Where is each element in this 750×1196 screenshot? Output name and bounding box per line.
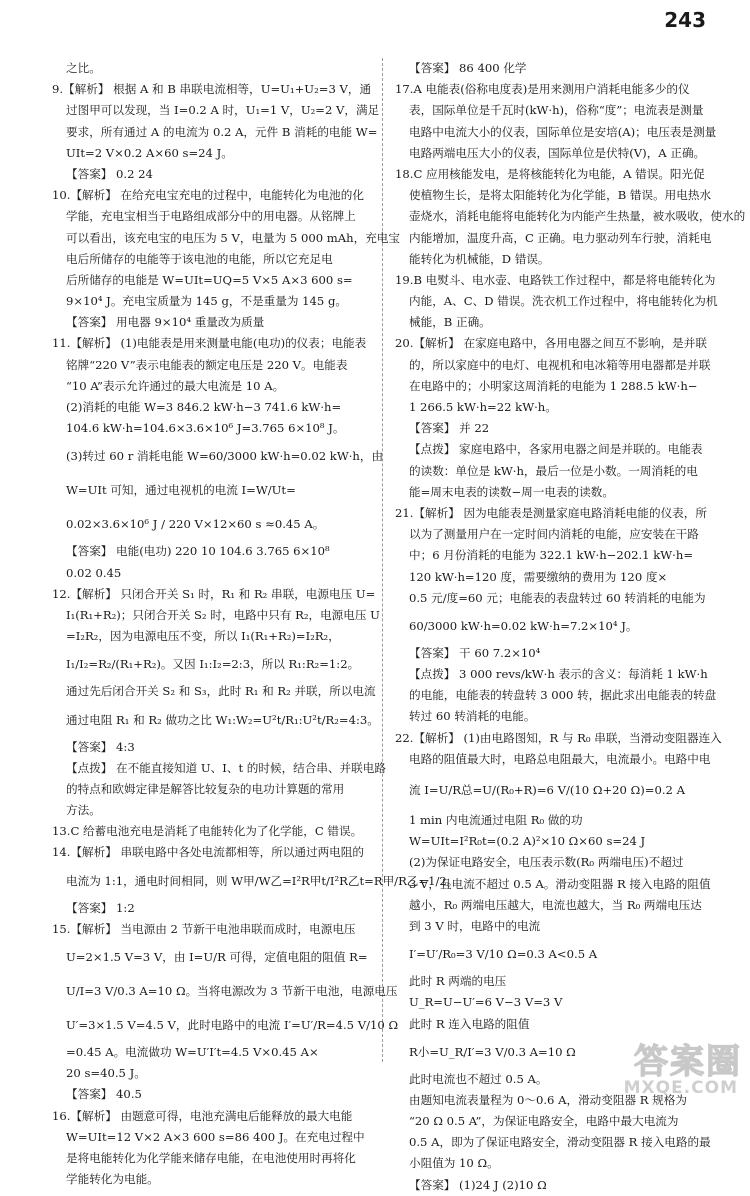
text-line: 此时电流也不超过 0.5 A。 (409, 1071, 548, 1086)
text-line: 【答案】 (1)24 J (2)10 Ω (409, 1177, 547, 1192)
watermark-logo (610, 1034, 742, 1098)
text-line: 14.【解析】 串联电路中各处电流都相等，所以通过两电阻的 (52, 845, 364, 860)
text-line: 104.6 kW·h=104.6×3.6×10⁶ J=3.765 6×10⁸ J。 (66, 421, 345, 436)
text-line: 通过电阻 R₁ 和 R₂ 做功之比 W₁:W₂=U²t/R₁:U²t/R₂=4:3。 (66, 712, 379, 727)
text-line: 10.【解析】 在给充电宝充电的过程中，电能转化为电池的化 (52, 188, 364, 203)
text-line: U=2×1.5 V=3 V，由 I=U/R 可得，定值电阻的阻值 R= (66, 950, 368, 964)
text-line: 电流为 1:1，通电时间相同，则 W甲/W乙=I²R甲t/I²R乙t=R甲/R乙=1/2。 (66, 873, 459, 888)
right-column (395, 58, 746, 1196)
text-line: 0.02×3.6×10⁶ J / 220 V×12×60 s ≈0.45 A。 (66, 517, 325, 532)
text-line: 0.5 A，即为了保证电路安全，滑动变阻器 R 接入电路的最 (409, 1135, 711, 1150)
text-line: 9×10⁴ J。充电宝质量为 145 g，不是重量为 145 g。 (66, 294, 347, 309)
text-line: 18.C 应用核能发电，是将核能转化为电能，A 错误。阳光促 (395, 166, 705, 181)
text-line: 使植物生长，是将太阳能转化为化学能，B 错误。用电热水 (409, 188, 712, 203)
text-line: 转过 60 转消耗的电能。 (409, 709, 536, 724)
text-line: 由题知电流表量程为 0～0.6 A，滑动变阻器 R 规格为 (409, 1092, 687, 1107)
text-line: 19.B 电熨斗、电水壶、电路铁工作过程中，都是将电能转化为 (395, 272, 716, 287)
text-line: 越小，R₀ 两端电压越大，电流也越大，当 R₀ 两端电压达 (409, 897, 702, 912)
text-line: 【答案】 用电器 9×10⁴ 重量改为质量 (66, 315, 265, 330)
text-line: 能=周末电表的读数−周一电表的读数。 (409, 484, 614, 499)
page-number: 243 (664, 8, 706, 32)
text-line: 【答案】 40.5 (66, 1087, 142, 1102)
text-line: 中；6 月份消耗的电能为 322.1 kW·h−202.1 kW·h= (409, 548, 694, 563)
text-line: 【点拨】 家庭电路中，各家用电器之间是并联的。电能表 (409, 442, 703, 457)
text-line: UIt=2 V×0.2 A×60 s=24 J。 (66, 145, 233, 160)
text-line: I₁/I₂=R₂/(R₁+R₂)。又因 I₁:I₂=2:3，所以 R₁:R₂=1:2。 (66, 657, 360, 672)
text-line: U_R=U−U′=6 V−3 V=3 V (409, 995, 563, 1010)
text-line: 能转化为机械能，D 错误。 (409, 251, 550, 266)
text-line: 可以看出，该充电宝的电压为 5 V，电量为 5 000 mAh，充电宝 (66, 230, 400, 245)
text-line: 以为了测量用户在一定时间内消耗的电能，应安装在干路 (409, 527, 699, 542)
text-line: 0.5 元/度=60 元；电能表的表盘转过 60 转消耗的电能为 (409, 590, 706, 605)
text-line: 12.【解析】 只闭合开关 S₁ 时，R₁ 和 R₂ 串联，电源电压 U= (52, 586, 376, 601)
text-line: R小=U_R/I′=3 V/0.3 A=10 Ω (409, 1044, 576, 1059)
text-line: 60/3000 kW·h=0.02 kW·h=7.2×10⁴ J。 (409, 618, 638, 633)
text-line: 22.【解析】 (1)由电路图知，R 与 R₀ 串联，当滑动变阻器连入 (395, 730, 722, 745)
text-line: 的特点和欧姆定律是解答比较复杂的电功计算题的常用 (66, 781, 345, 796)
text-line: U/I=3 V/0.3 A=10 Ω。当将电源改为 3 节新干电池，电源电压 (66, 984, 398, 998)
text-line: 之比。 (66, 61, 101, 75)
column-divider (382, 58, 383, 1062)
text-line: W=UIt=I²R₀t=(0.2 A)²×10 Ω×60 s=24 J (409, 834, 646, 849)
text-line: 到 3 V 时，电路中的电流 (409, 918, 541, 933)
text-line: 【答案】 1:2 (66, 900, 135, 915)
text-line: 【答案】 4:3 (66, 739, 135, 754)
text-line: U′=3×1.5 V=4.5 V，此时电路中的电流 I′=U′/R=4.5 V/10 Ω (66, 1018, 399, 1032)
watermark-text: 答案圈 (634, 1042, 742, 1082)
text-line: 方法。 (66, 803, 101, 818)
text-line: 20.【解析】 在家庭电路中，各用电器之间互不影响，是并联 (395, 336, 707, 351)
text-line: 后所储存的电能是 W=UIt=UQ=5 V×5 A×3 600 s= (66, 272, 353, 287)
text-line: 电路中电流大小的仪表，国际单位是安培(A)；电压表是测量 (409, 124, 717, 139)
text-line: 内能增加，温度升高，C 正确。电力驱动列车行驶，消耗电 (409, 230, 712, 245)
text-line: 表，国际单位是千瓦时(kW·h)，俗称“度”；电流表是测量 (409, 103, 704, 118)
text-line: 【点拨】 在不能直接知道 U、I、t 的时候，结合串、并联电路 (66, 760, 386, 775)
text-line: 【答案】 0.2 24 (66, 166, 153, 181)
text-line: 1 min 内电流通过电阻 R₀ 做的功 (409, 813, 583, 827)
text-line: =0.45 A。电流做功 W=U′I′t=4.5 V×0.45 A× (66, 1045, 319, 1059)
text-line: 【答案】 86 400 化学 (409, 61, 527, 75)
text-line: 内能，A、C、D 错误。洗衣机工作过程中，将电能转化为机 (409, 294, 718, 309)
text-line: W=UIt=12 V×2 A×3 600 s=86 400 J。在充电过程中 (66, 1129, 365, 1144)
text-line: 20 s=40.5 J。 (66, 1066, 146, 1081)
text-line: 0.02 0.45 (66, 565, 122, 580)
text-line: (3)转过 60 r 消耗电能 W=60/3000 kW·h=0.02 kW·h，由 (66, 449, 384, 464)
text-line: 械能，B 正确。 (409, 315, 491, 330)
text-line: 15.【解析】 当电源由 2 节新干电池串联而成时，电源电压 (52, 921, 356, 936)
text-line: 小阻值为 10 Ω。 (409, 1156, 499, 1171)
text-line: 学能，充电宝相当于电路组成部分中的用电器。从铭牌上 (66, 209, 356, 224)
text-line: I′=U′/R₀=3 V/10 Ω=0.3 A<0.5 A (409, 947, 598, 962)
text-line: 是将电能转化为化学能来储存电能，在电池使用时再将化 (66, 1150, 356, 1165)
text-line: 电后所储存的电能等于该电池的电能，所以它充足电 (66, 251, 333, 266)
text-line: 电路两端电压大小的仪表，国际单位是伏特(V)，A 正确。 (409, 145, 706, 160)
text-line: I₁(R₁+R₂)；只闭合开关 S₂ 时，电路中只有 R₂，电源电压 U (66, 607, 380, 622)
text-line: 电路的阻值最大时，电路总电阻最大，电流最小。电路中电 (409, 751, 711, 766)
text-line: 1 266.5 kW·h=22 kW·h。 (409, 400, 557, 414)
text-line: 此时 R 连入电路的阻值 (409, 1016, 530, 1031)
text-line: 120 kW·h=120 度，需要缴纳的费用为 120 度× (409, 569, 668, 584)
text-line: 11.【解析】 (1)电能表是用来测量电能(电功)的仪表；电能表 (52, 336, 367, 351)
text-line: 的读数：单位是 kW·h，最后一位是小数。一周消耗的电 (409, 463, 698, 478)
text-line: 在电路中的；小明家这周消耗的电能为 1 288.5 kW·h− (409, 378, 698, 393)
text-line: 壶烧水，消耗电能将电能转化为内能产生热量，被水吸收，使水的 (409, 209, 746, 224)
text-line: (2)为保证电路安全，电压表示数(R₀ 两端电压)不超过 (409, 855, 684, 870)
text-line: 16.【解析】 由题意可得，电池充满电后能释放的最大电能 (52, 1108, 353, 1123)
text-line: 的电能，电能表的转盘转 3 000 转，据此求出电能表的转盘 (409, 688, 717, 703)
text-line: 13.C 给蓄电池充电是消耗了电能转化为了化学能，C 错误。 (52, 824, 363, 839)
text-line: 铭牌“220 V”表示电能表的额定电压是 220 V。电能表 (66, 357, 348, 372)
text-line: =I₂R₂，因为电源电压不变，所以 I₁(R₁+R₂)=I₂R₂， (66, 629, 340, 644)
text-line: 通过先后闭合开关 S₂ 和 S₃，此时 R₁ 和 R₂ 并联，所以电流 (66, 684, 376, 699)
text-line: 17.A 电能表(俗称电度表)是用来测用户消耗电能多少的仪 (395, 82, 690, 97)
text-line: 3 V，且电流不超过 0.5 A。滑动变阻器 R 接入电路的阻值 (409, 876, 711, 891)
text-line: W=UIt 可知，通过电视机的电流 I=W/Ut= (66, 483, 296, 498)
text-line: 9.【解析】 根据 A 和 B 串联电流相等，U=U₁+U₂=3 V，通 (52, 82, 372, 97)
text-line: 【点拨】 3 000 revs/kW·h 表示的含义：每消耗 1 kW·h (409, 667, 708, 682)
text-line: 要求，所有通过 A 的电流为 0.2 A，元件 B 消耗的电能 W= (66, 124, 378, 139)
text-line: “20 Ω 0.5 A”，为保证电路安全，电路中最大电流为 (409, 1114, 679, 1129)
text-line: 【答案】 并 22 (409, 421, 490, 436)
text-line: (2)消耗的电能 W=3 846.2 kW·h−3 741.6 kW·h= (66, 400, 342, 414)
text-line: 【答案】 电能(电功) 220 10 104.6 3.765 6×10⁸ (66, 544, 330, 559)
text-line: 的，所以家庭中的电灯、电视机和电冰箱等用电器都是并联 (409, 357, 711, 372)
text-line: 21.【解析】 因为电能表是测量家庭电路消耗电能的仪表，所 (395, 505, 707, 520)
text-line: “10 A”表示允许通过的最大电流是 10 A。 (66, 378, 285, 393)
text-line: 流 I=U/R总=U/(R₀+R)=6 V/(10 Ω+20 Ω)=0.2 A (409, 783, 685, 797)
text-line: 过图甲可以发现，当 I=0.2 A 时，U₁=1 V，U₂=2 V，满足 (66, 103, 380, 118)
text-line: 【答案】 干 60 7.2×10⁴ (409, 645, 541, 660)
text-line: 此时 R 两端的电压 (409, 974, 507, 989)
text-line: 学能转化为电能。 (66, 1172, 159, 1187)
watermark-url: MXQE.COM (623, 1078, 738, 1098)
